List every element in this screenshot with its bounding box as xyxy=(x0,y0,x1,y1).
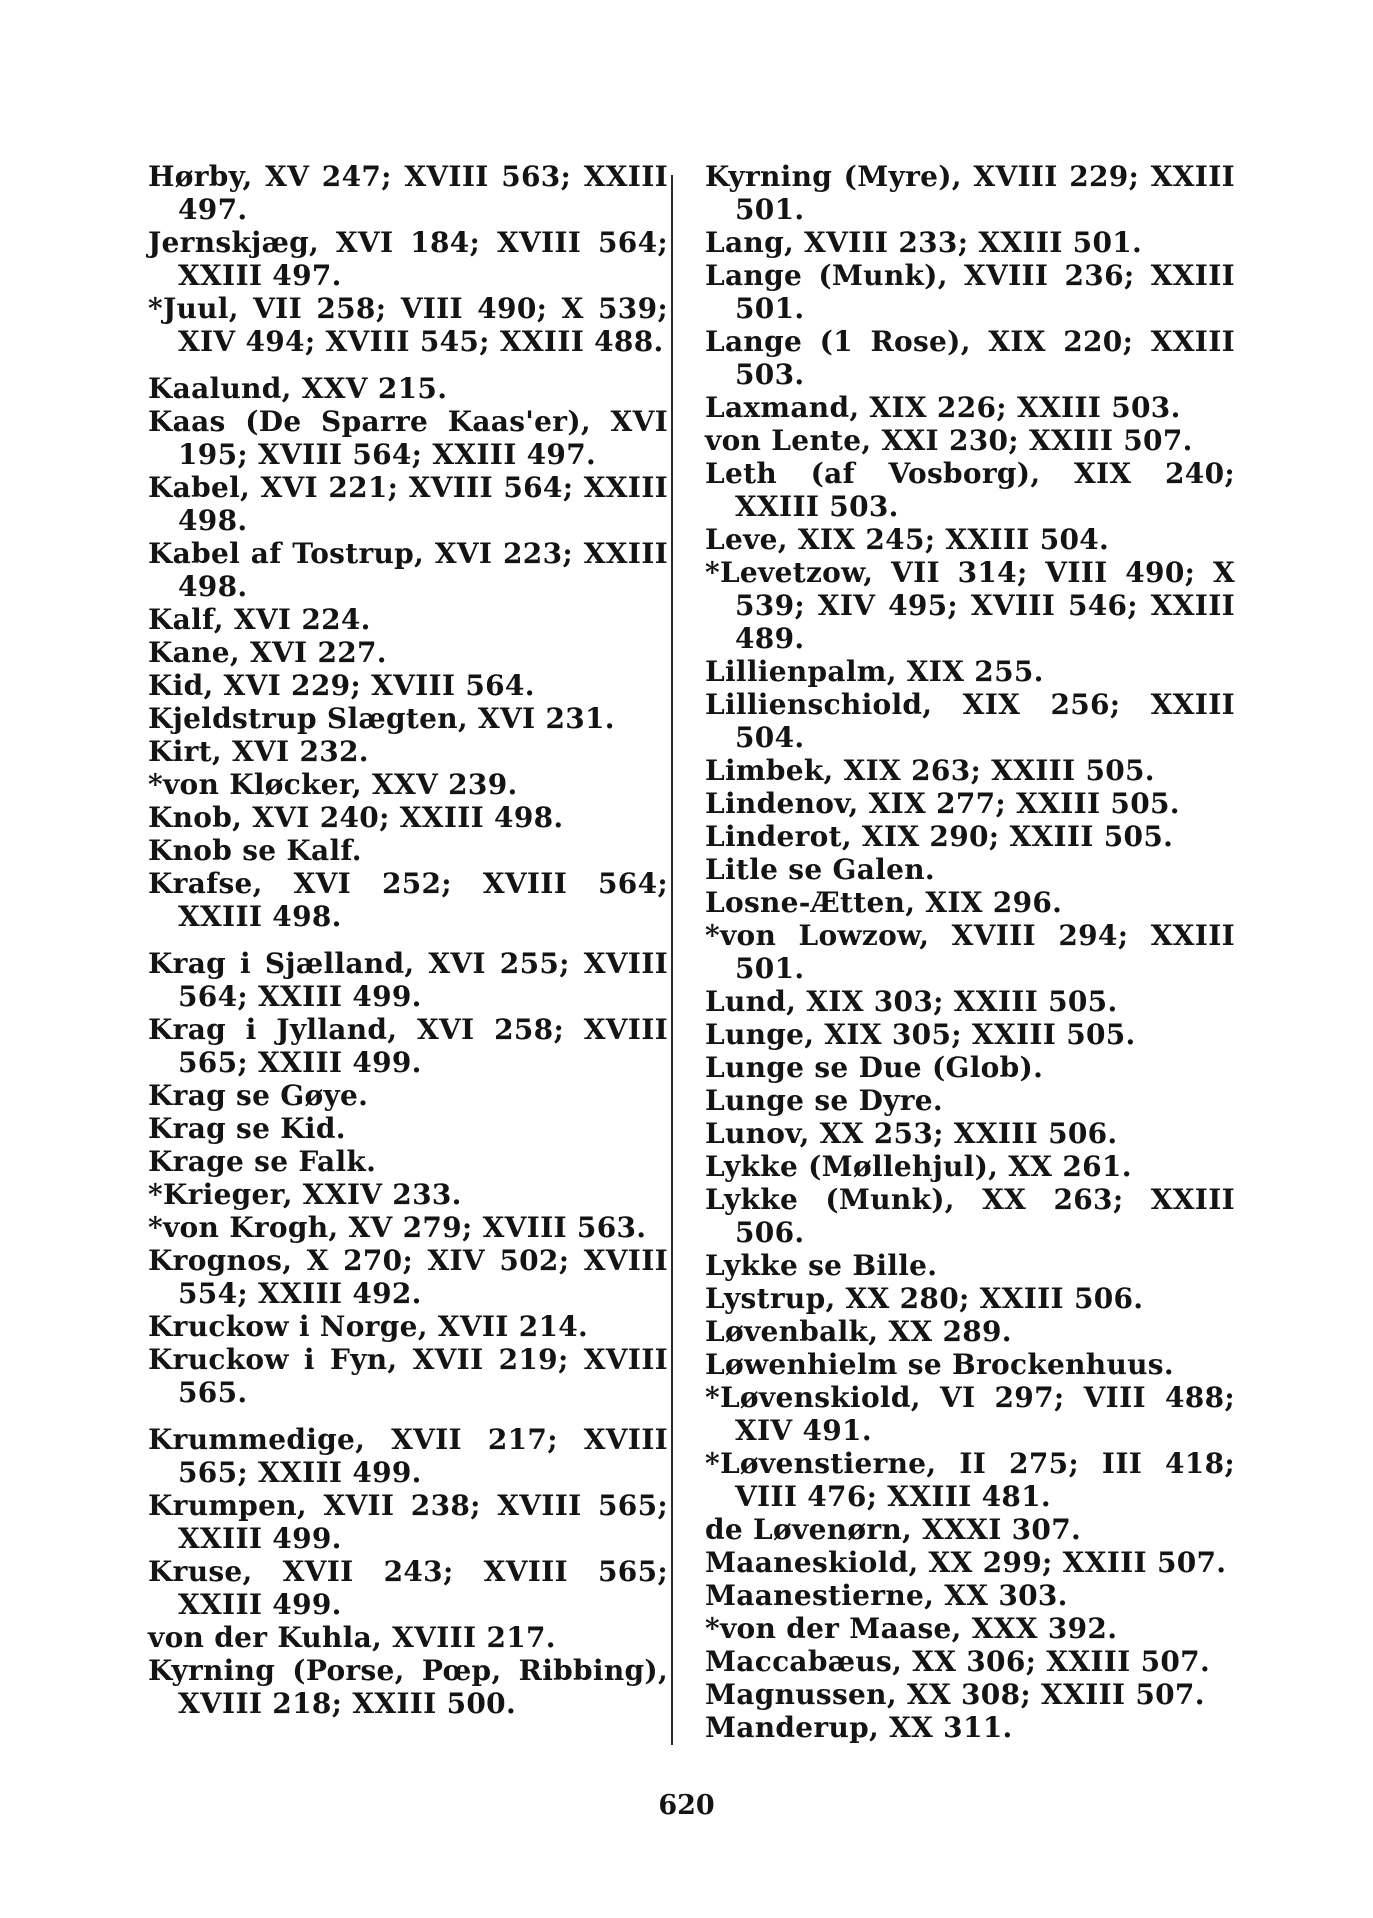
index-entry: Kyrning (Myre), XVIII 229; XXIII 501. xyxy=(705,160,1235,226)
index-entry: *von Lowzow, XVIII 294; XXIII 501. xyxy=(705,919,1235,985)
index-entry: Litle se Galen. xyxy=(705,853,935,886)
index-entry: Lunge se Due (Glob). xyxy=(705,1051,1044,1084)
index-entry: Lang, XVIII 233; XXIII 501. xyxy=(705,226,1143,259)
index-entry: Løwenhielm se Brockenhuus. xyxy=(705,1348,1174,1381)
index-entry: *von Kløcker, XXV 239. xyxy=(148,768,518,801)
index-entry: *Krieger, XXIV 233. xyxy=(148,1178,462,1211)
column-divider xyxy=(671,175,673,1745)
index-entry: Knob, XVI 240; XXIII 498. xyxy=(148,801,564,834)
index-entry: Krage se Falk. xyxy=(148,1145,377,1178)
index-entry: *von der Maase, XXX 392. xyxy=(705,1612,1118,1645)
index-entry: *von Krogh, XV 279; XVIII 563. xyxy=(148,1211,647,1244)
index-entry: Krag i Sjælland, XVI 255; XVIII 564; XXIII 499. xyxy=(148,947,668,1013)
index-entry: Lillienpalm, XIX 255. xyxy=(705,655,1044,688)
index-entry: Limbek, XIX 263; XXIII 505. xyxy=(705,754,1155,787)
index-entry: Krag i Jylland, XVI 258; XVIII 565; XXIII 499. xyxy=(148,1013,668,1079)
index-entry: Kabel, XVI 221; XVIII 564; XXIII 498. xyxy=(148,471,668,537)
index-entry: Hørby, XV 247; XVIII 563; XXIII 497. xyxy=(148,160,668,226)
index-entry: Maanestierne, XX 303. xyxy=(705,1579,1068,1612)
index-entry: Kjeldstrup Slægten, XVI 231. xyxy=(148,702,615,735)
index-column-left xyxy=(148,160,668,1720)
index-entry: Losne-Ætten, XIX 296. xyxy=(705,886,1063,919)
page-number: 620 xyxy=(658,1790,715,1821)
index-entry: Krognos, X 270; XIV 502; XVIII 554; XXIII 492. xyxy=(148,1244,668,1310)
index-entry: Kid, XVI 229; XVIII 564. xyxy=(148,669,535,702)
index-entry: Kruckow i Fyn, XVII 219; XVIII 565. xyxy=(148,1343,668,1409)
index-entry: Krumpen, XVII 238; XVIII 565; XXIII 499. xyxy=(148,1489,668,1555)
index-entry: Krummedige, XVII 217; XVIII 565; XXIII 499. xyxy=(148,1423,668,1489)
index-entry: Linderot, XIX 290; XXIII 505. xyxy=(705,820,1174,853)
index-entry: Magnussen, XX 308; XXIII 507. xyxy=(705,1678,1205,1711)
index-entry: de Løvenørn, XXXI 307. xyxy=(705,1513,1082,1546)
index-entry: Laxmand, XIX 226; XXIII 503. xyxy=(705,391,1181,424)
index-entry: Lindenov, XIX 277; XXIII 505. xyxy=(705,787,1180,820)
index-entry: Lunge, XIX 305; XXIII 505. xyxy=(705,1018,1136,1051)
index-entry: *Juul, VII 258; VIII 490; X 539; XIV 494; XVIII 545; XXIII 488. xyxy=(148,292,668,358)
index-entry: Kalf, XVI 224. xyxy=(148,603,371,636)
index-entry: Manderup, XX 311. xyxy=(705,1711,1013,1744)
index-entry: Lange (Munk), XVIII 236; XXIII 501. xyxy=(705,259,1235,325)
index-entry: Lykke (Møllehjul), XX 261. xyxy=(705,1150,1132,1183)
index-entry: Kabel af Tostrup, XVI 223; XXIII 498. xyxy=(148,537,668,603)
index-entry: *Løvenskiold, VI 297; VIII 488; XIV 491. xyxy=(705,1381,1235,1447)
index-entry: Kaas (De Sparre Kaas'er), XVI 195; XVIII 564; XXIII 497. xyxy=(148,405,668,471)
index-entry: Maaneskiold, XX 299; XXIII 507. xyxy=(705,1546,1227,1579)
index-entry: Krafse, XVI 252; XVIII 564; XXIII 498. xyxy=(148,867,668,933)
index-entry: Lunge se Dyre. xyxy=(705,1084,943,1117)
index-entry: Kruse, XVII 243; XVIII 565; XXIII 499. xyxy=(148,1555,668,1621)
index-entry: Lunov, XX 253; XXIII 506. xyxy=(705,1117,1118,1150)
index-entry: Kruckow i Norge, XVII 214. xyxy=(148,1310,589,1343)
index-entry: Maccabæus, XX 306; XXIII 507. xyxy=(705,1645,1210,1678)
index-entry: Kane, XVI 227. xyxy=(148,636,387,669)
index-entry: Lillienschiold, XIX 256; XXIII 504. xyxy=(705,688,1235,754)
index-column-right xyxy=(705,160,1235,1744)
index-entry: von der Kuhla, XVIII 217. xyxy=(148,1621,556,1654)
index-entry: *Løvenstierne, II 275; III 418; VIII 476; XXIII 481. xyxy=(705,1447,1235,1513)
index-entry: Lange (1 Rose), XIX 220; XXIII 503. xyxy=(705,325,1235,391)
index-entry: Leve, XIX 245; XXIII 504. xyxy=(705,523,1110,556)
index-entry: Krag se Gøye. xyxy=(148,1079,369,1112)
index-entry: Lykke se Bille. xyxy=(705,1249,938,1282)
index-entry: Kyrning (Porse, Pœp, Ribbing), XVIII 218; XXIII 500. xyxy=(148,1654,668,1720)
index-entry: Lystrup, XX 280; XXIII 506. xyxy=(705,1282,1144,1315)
index-entry: *Levetzow, VII 314; VIII 490; X 539; XIV 495; XVIII 546; XXIII 489. xyxy=(705,556,1235,655)
index-entry: Lund, XIX 303; XXIII 505. xyxy=(705,985,1118,1018)
index-entry: Løvenbalk, XX 289. xyxy=(705,1315,1012,1348)
index-entry: Kirt, XVI 232. xyxy=(148,735,369,768)
index-entry: Krag se Kid. xyxy=(148,1112,346,1145)
index-entry: Knob se Kalf. xyxy=(148,834,362,867)
index-entry: Lykke (Munk), XX 263; XXIII 506. xyxy=(705,1183,1235,1249)
index-entry: Leth (af Vosborg), XIX 240; XXIII 503. xyxy=(705,457,1235,523)
index-entry: von Lente, XXI 230; XXIII 507. xyxy=(705,424,1193,457)
index-entry: Kaalund, XXV 215. xyxy=(148,372,448,405)
index-entry: Jernskjæg, XVI 184; XVIII 564; XXIII 497. xyxy=(148,226,668,292)
